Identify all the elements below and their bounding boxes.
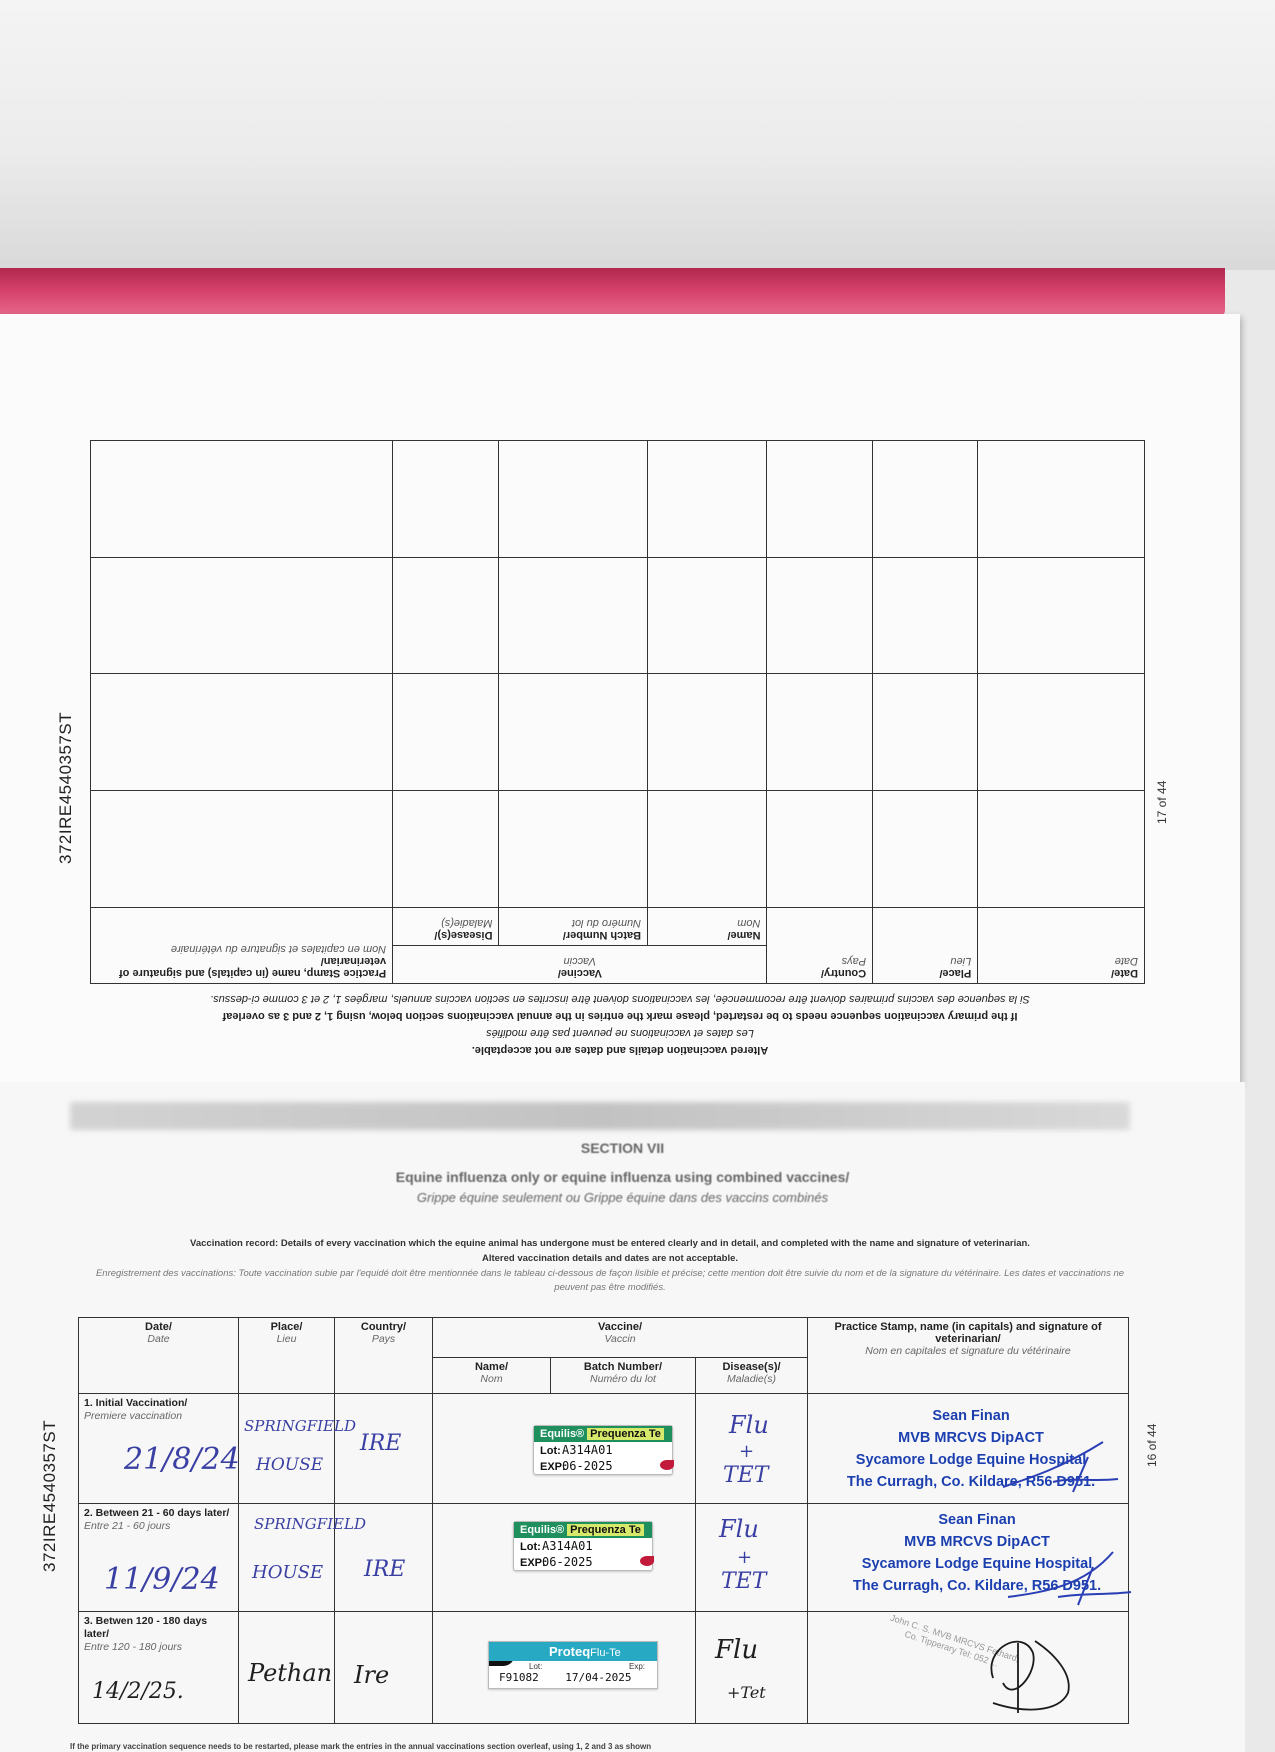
row2-stamp-address: The Curragh, Co. Kildare, R56 D951. xyxy=(852,1578,1102,1594)
row3-faint-stamp: John C. S. MVB MRCVS Fethard, Co. Tipperary Tel: 052 ... xyxy=(889,1612,1021,1669)
p17-cell[interactable] xyxy=(978,674,1145,791)
row2-stamp-quals: MVB MRCVS DipACT xyxy=(904,1534,1050,1550)
p17-date-fr: Date xyxy=(1114,955,1138,967)
p17-cell[interactable] xyxy=(91,441,393,558)
row1-country-cell[interactable] xyxy=(335,1394,433,1504)
row1-signature-icon xyxy=(993,1437,1123,1497)
row2-stamp-cell[interactable] xyxy=(808,1504,1129,1612)
row3-place: Pethan xyxy=(248,1659,333,1687)
p17-cell[interactable] xyxy=(393,441,499,558)
row1-disease-3: TET xyxy=(723,1463,769,1488)
page-top-glare xyxy=(0,0,1275,270)
p17-cell[interactable] xyxy=(978,791,1145,908)
p17-note-2: Les dates et vaccinations ne peuvent pas être modifiés xyxy=(486,1027,754,1039)
page-17-rotated xyxy=(0,314,1240,1084)
p17-cell[interactable] xyxy=(767,674,873,791)
row1-lot: A314A01 xyxy=(562,1443,613,1457)
row3-place-cell[interactable] xyxy=(239,1612,335,1724)
header-name xyxy=(433,1358,551,1394)
footer-note: If the primary vaccination sequence needs to be restarted, please mark the entries in the annual vaccinations section overleaf, using 1, 2 and 3 as shown xyxy=(70,1742,652,1751)
header-disease xyxy=(696,1358,808,1394)
row2-stamp-name: Sean Finan xyxy=(938,1512,1016,1528)
row2-vaccine-cell[interactable] xyxy=(433,1504,696,1612)
p17-page-number: 17 of 44 xyxy=(1155,780,1169,824)
row2-label: 2. Between 21 - 60 days later/ xyxy=(84,1507,230,1519)
header-vaccine-label: Vaccine/ xyxy=(597,1321,643,1333)
header-vaccine xyxy=(433,1318,808,1358)
row1-country: IRE xyxy=(360,1431,402,1456)
header-disease-fr: Maladie(s) xyxy=(727,1373,777,1385)
p17-header-name xyxy=(648,907,767,945)
passport-cover-edge xyxy=(0,268,1225,318)
header-name-fr: Nom xyxy=(480,1373,503,1385)
page-17-vaccination-table xyxy=(90,440,1145,984)
p16-passport-id: 372IRE4540357ST xyxy=(40,1419,59,1572)
p17-batch-fr: Numéro du lot xyxy=(571,916,642,929)
row3-date-cell[interactable] xyxy=(79,1612,239,1724)
vaccination-row-1 xyxy=(79,1394,1129,1504)
row2-disease-3: TET xyxy=(721,1569,767,1594)
p17-vaccine-label: Vaccine/ xyxy=(557,967,602,979)
header-date-label: Date/ xyxy=(145,1321,172,1333)
header-stamp xyxy=(808,1318,1129,1394)
header-country-fr: Pays xyxy=(371,1333,396,1345)
row1-exp-label: EXP: xyxy=(540,1461,566,1473)
p17-cell[interactable] xyxy=(767,791,873,908)
p17-country-label: Country/ xyxy=(820,967,867,979)
p17-stamp-fr: Nom en capitales et signature du vétérinaire xyxy=(170,943,387,955)
row1-disease-1: Flu xyxy=(729,1411,769,1439)
p17-cell[interactable] xyxy=(91,674,393,791)
header-country-label: Country/ xyxy=(360,1321,407,1333)
p17-disease-fr: Maladie(s) xyxy=(441,916,493,929)
p17-cell[interactable] xyxy=(873,674,978,791)
row2-label-fr: Entre 21 - 60 jours xyxy=(84,1520,171,1532)
header-stamp-fr: Nom en capitales et signature du vétérinaire xyxy=(865,1345,1071,1357)
row1-disease-2: + xyxy=(739,1441,755,1462)
row1-label: 1. Initial Vaccination/ xyxy=(84,1397,188,1409)
row2-country: IRE xyxy=(364,1557,406,1582)
p17-cell[interactable] xyxy=(873,441,978,558)
p17-header-vaccine xyxy=(393,945,767,983)
record-instructions-en-2: Altered vaccination details and dates are not acceptable. xyxy=(481,1253,739,1264)
p16-page-number: 16 of 44 xyxy=(1145,1423,1159,1467)
row2-exp-label: EXP: xyxy=(520,1557,546,1569)
header-stamp-label: Practice Stamp, name (in capitals) and signature of veterinarian/ xyxy=(834,1321,1102,1345)
p17-place-label: Place/ xyxy=(939,967,972,979)
row3-country: Ire xyxy=(354,1661,390,1689)
row2-place-line1: SPRINGFIELD xyxy=(254,1515,366,1533)
row1-date: 21/8/24 xyxy=(124,1442,240,1477)
header-batch-label: Batch Number/ xyxy=(583,1361,663,1373)
p17-date-label: Date/ xyxy=(1111,967,1138,979)
row2-exp: 06-2025 xyxy=(542,1555,593,1569)
header-place-label: Place/ xyxy=(270,1321,303,1333)
p17-cell[interactable] xyxy=(873,557,978,674)
p17-cell[interactable] xyxy=(393,674,499,791)
row1-label-fr: Premiere vaccination xyxy=(84,1410,183,1422)
row1-stamp-practice: Sycamore Lodge Equine Hospital xyxy=(855,1452,1087,1468)
row2-lot: A314A01 xyxy=(542,1539,593,1553)
row3-proteq-suffix: Flu-Te xyxy=(590,1647,621,1659)
row3-date: 14/2/25. xyxy=(92,1679,184,1704)
p17-cell[interactable] xyxy=(91,791,393,908)
row1-stamp-quals: MVB MRCVS DipACT xyxy=(898,1430,1044,1446)
row3-proteq-lot-label: Lot: xyxy=(529,1662,543,1671)
p17-cell[interactable] xyxy=(393,791,499,908)
header-batch-fr: Numéro du lot xyxy=(590,1373,656,1385)
row3-country-cell[interactable] xyxy=(335,1612,433,1724)
row3-stamp-cell[interactable] xyxy=(808,1612,1129,1724)
row3-signature-icon xyxy=(973,1623,1083,1718)
row1-sticker-brand: Equilis® xyxy=(540,1428,585,1440)
p17-empty-row xyxy=(91,674,1145,791)
p17-passport-id: 372IRE4540357ST xyxy=(56,711,75,864)
p17-header-batch xyxy=(499,907,648,945)
header-batch xyxy=(551,1358,696,1394)
row2-disease-cell[interactable] xyxy=(696,1504,808,1612)
row2-signature-icon xyxy=(1003,1547,1133,1607)
row1-stamp-name: Sean Finan xyxy=(932,1408,1010,1424)
header-name-label: Name/ xyxy=(474,1361,509,1373)
row1-vaccine-sticker xyxy=(533,1425,673,1475)
row1-sticker-product: Prequenza Te xyxy=(587,1428,664,1440)
p17-cell[interactable] xyxy=(873,791,978,908)
row3-vaccine-sticker xyxy=(488,1641,658,1689)
p17-note-1: Altered vaccination details and dates are not acceptable. xyxy=(471,1044,769,1056)
row3-proteq-lot: F91082 xyxy=(499,1671,539,1684)
row2-sticker-tip xyxy=(640,1556,654,1566)
vaccination-row-2 xyxy=(79,1504,1129,1612)
p17-cell[interactable] xyxy=(91,557,393,674)
p17-empty-row xyxy=(91,791,1145,908)
header-vaccine-fr: Vaccin xyxy=(604,1333,636,1345)
page-17-notes xyxy=(90,990,1150,1058)
row1-disease-cell[interactable] xyxy=(696,1394,808,1504)
p17-cell[interactable] xyxy=(499,557,648,674)
header-country xyxy=(335,1318,433,1394)
p17-note-4: Si la sequence des vaccins primaires doivent être recommencée, les vaccinations doivent être inscrites en section vaccins annuels, margées 1, 2 et 3 comme ci-dessus. xyxy=(210,993,1030,1005)
row1-place-line2: HOUSE xyxy=(256,1455,324,1475)
p17-cell[interactable] xyxy=(767,557,873,674)
row2-stamp-practice: Sycamore Lodge Equine Hospital xyxy=(861,1556,1093,1572)
p17-vaccine-fr: Vaccin xyxy=(563,955,597,967)
p17-disease-label: Disease(s)/ xyxy=(434,928,493,941)
p17-stamp-label: Practice Stamp, name (in capitals) and signature of veterinarian/ xyxy=(119,955,387,979)
row3-vaccine-cell[interactable] xyxy=(433,1612,696,1724)
p17-cell[interactable] xyxy=(978,557,1145,674)
row1-stamp-address: The Curragh, Co. Kildare, R56 D951. xyxy=(846,1474,1096,1490)
page-16 xyxy=(0,1082,1245,1752)
header-date-fr: Date xyxy=(147,1333,170,1345)
row3-proteq-brand: Proteq xyxy=(549,1644,591,1659)
p17-place-fr: Lieu xyxy=(950,955,972,967)
blurred-page-heading xyxy=(70,1102,1130,1130)
row1-exp: 06-2025 xyxy=(562,1459,613,1473)
row1-date-cell[interactable] xyxy=(79,1394,239,1504)
row2-sticker-brand: Equilis® xyxy=(520,1524,565,1536)
p17-header-stamp xyxy=(91,907,393,983)
p17-name-fr: Nom xyxy=(737,916,761,929)
row3-proteq-exp-label: Exp: xyxy=(629,1662,646,1671)
p17-header-place xyxy=(873,907,978,983)
row3-label-fr: Entre 120 - 180 jours xyxy=(84,1641,183,1653)
row1-stamp-cell[interactable] xyxy=(808,1394,1129,1504)
vaccination-row-3 xyxy=(79,1612,1129,1724)
p17-cell[interactable] xyxy=(393,557,499,674)
row2-date-cell[interactable] xyxy=(79,1504,239,1612)
p17-cell[interactable] xyxy=(499,441,648,558)
record-instructions-en: Vaccination record: Details of every vaccination which the equine animal has undergone must be entered clearly and in detail, and completed with the name and signature of veterinarian. xyxy=(190,1238,1030,1249)
p17-cell[interactable] xyxy=(648,791,767,908)
section-title-en: Equine influenza only or equine influenza using combined vaccines/ xyxy=(395,1169,850,1185)
p17-cell[interactable] xyxy=(648,674,767,791)
row2-vaccine-sticker xyxy=(513,1521,653,1571)
row1-lot-label: Lot: xyxy=(540,1445,561,1457)
vaccination-record-table xyxy=(78,1317,1129,1724)
p17-cell[interactable] xyxy=(648,557,767,674)
section-title-fr: Grippe équine seulement ou Grippe équine dans des vaccins combinés xyxy=(416,1190,829,1205)
p17-empty-row xyxy=(91,441,1145,558)
row3-disease-1: Flu xyxy=(715,1635,759,1665)
p17-cell[interactable] xyxy=(499,674,648,791)
row2-date: 11/9/24 xyxy=(104,1562,220,1597)
header-place xyxy=(239,1318,335,1394)
row3-proteq-exp: 17/04-2025 xyxy=(565,1671,632,1684)
p17-cell[interactable] xyxy=(499,791,648,908)
row2-sticker-product: Prequenza Te xyxy=(567,1524,644,1536)
p17-batch-label: Batch Number/ xyxy=(562,928,642,941)
row1-place-cell[interactable] xyxy=(239,1394,356,1504)
row2-place-cell[interactable] xyxy=(239,1504,366,1612)
p17-name-label: Name/ xyxy=(727,928,761,941)
page-17 xyxy=(0,314,1240,1084)
row2-place-line2: HOUSE xyxy=(252,1562,324,1583)
row1-vaccine-cell[interactable] xyxy=(433,1394,696,1504)
header-disease-label: Disease(s)/ xyxy=(722,1361,781,1373)
p17-cell[interactable] xyxy=(648,441,767,558)
p17-header-country xyxy=(767,907,873,983)
row3-label: 3. Betwen 120 - 180 days later/ xyxy=(84,1615,208,1640)
p17-cell[interactable] xyxy=(767,441,873,558)
p17-note-3: If the primary vaccination sequence needs to be restarted, please mark the entries in the annual vaccinations section below, using 1, 2 and 3 as overleaf xyxy=(222,1010,1018,1022)
p17-header-disease xyxy=(393,907,499,945)
header-date xyxy=(79,1318,239,1394)
header-place-fr: Lieu xyxy=(276,1333,297,1345)
record-instructions-fr: Enregistrement des vaccinations: Toute vaccination subie par l'equidé doit être mentionnée dans le tableau ci-dessous de façon lisible et précise; cette mention doit être suivie du nom et de la signature du vétérinaire. Les dates et vaccinations ne peuvent pas être modifiés. xyxy=(95,1268,1125,1293)
row2-disease-1: Flu xyxy=(719,1515,759,1543)
p17-country-fr: Pays xyxy=(841,955,867,967)
row2-disease-2: + xyxy=(737,1547,753,1568)
row3-disease-2: +Tet xyxy=(727,1683,766,1702)
row3-disease-cell[interactable] xyxy=(696,1612,808,1724)
row1-place-line1: SPRINGFIELD xyxy=(244,1417,356,1435)
row2-lot-label: Lot: xyxy=(520,1541,541,1553)
row1-sticker-tip xyxy=(660,1460,674,1470)
p17-cell[interactable] xyxy=(978,441,1145,558)
section-number: SECTION VII xyxy=(580,1140,665,1156)
p17-empty-row xyxy=(91,557,1145,674)
p17-header-date xyxy=(978,907,1145,983)
